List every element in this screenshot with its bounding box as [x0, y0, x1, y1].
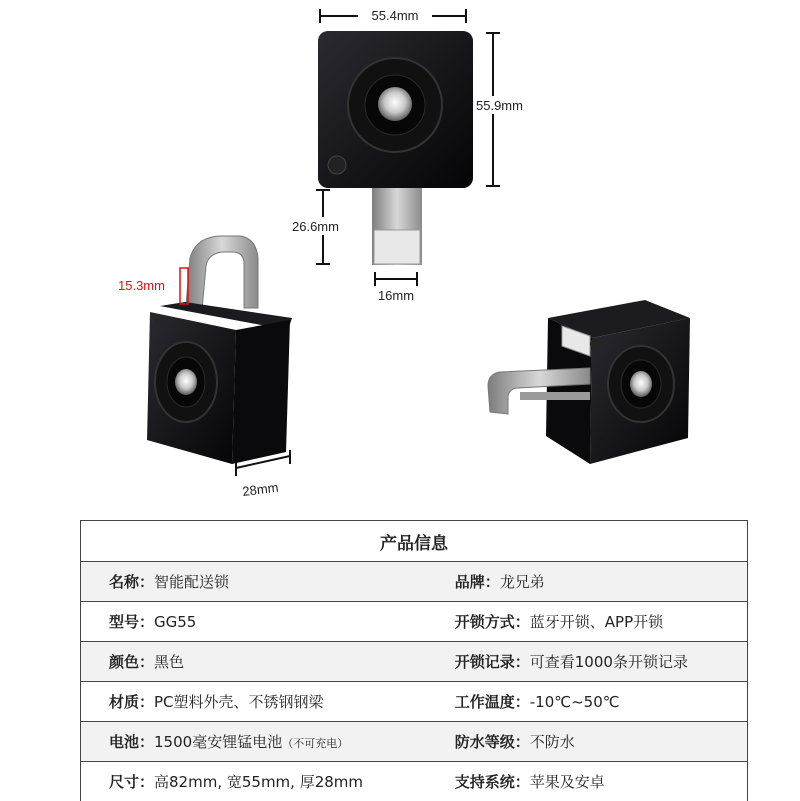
- indicator-dot: [155, 317, 165, 327]
- row-value: GG55: [154, 613, 196, 631]
- indicator-dot: [590, 338, 602, 350]
- row-key: 电池：: [109, 733, 154, 751]
- row-key: 开锁记录：: [455, 653, 530, 671]
- lock-side-face: [232, 320, 290, 464]
- beam-tip: [374, 230, 420, 264]
- product-info-table: [80, 520, 748, 801]
- dim-beam-height: [118, 268, 188, 304]
- dim-label-height: 55.9mm: [476, 98, 523, 113]
- table-row: [81, 762, 748, 801]
- row-value: 苹果及安卓: [530, 773, 605, 791]
- row-key: 型号：: [109, 613, 154, 631]
- steel-beam: [186, 236, 258, 310]
- row-key: 品牌：: [455, 573, 500, 591]
- dim-label-beam-height: 15.3mm: [118, 278, 165, 293]
- row-note: （不可充电）: [282, 737, 348, 750]
- table-row: [81, 722, 748, 762]
- lock-left-view: [147, 236, 292, 464]
- row-value: 1500毫安锂锰电池: [154, 733, 282, 751]
- dim-height-top: [476, 33, 543, 186]
- dim-label-beam-width: 16mm: [378, 288, 414, 303]
- table-title: 产品信息: [81, 521, 748, 562]
- row-value: 黑色: [154, 653, 184, 671]
- lock-right-view: [488, 300, 690, 464]
- table-row: [81, 642, 748, 682]
- table-row: [81, 682, 748, 722]
- row-value: 不防水: [530, 733, 575, 751]
- steel-rod: [520, 392, 590, 400]
- table-title-row: [81, 521, 748, 562]
- indicator-dot: [328, 156, 346, 174]
- table-row: [81, 562, 748, 602]
- row-key: 材质：: [109, 693, 154, 711]
- dim-beam-width: [375, 272, 417, 303]
- row-key: 尺寸：: [109, 773, 154, 791]
- row-value: 高82mm, 宽55mm, 厚28mm: [154, 773, 363, 791]
- dim-beam-length: [290, 190, 358, 264]
- row-value: PC塑料外壳、不锈钢钢梁: [154, 693, 324, 711]
- dim-width-top: [320, 6, 466, 24]
- row-value: 智能配送锁: [154, 573, 229, 591]
- row-value: 蓝牙开锁、APP开锁: [530, 613, 663, 631]
- row-key: 工作温度：: [455, 693, 530, 711]
- unlock-button: [378, 87, 412, 121]
- row-key: 颜色：: [109, 653, 154, 671]
- unlock-button: [630, 371, 652, 397]
- row-value: 可查看1000条开锁记录: [530, 653, 688, 671]
- dim-label-beam-length: 26.6mm: [292, 219, 339, 234]
- table-row: [81, 602, 748, 642]
- row-key: 名称：: [109, 573, 154, 591]
- unlock-button: [175, 369, 197, 395]
- dim-label-depth: 28mm: [242, 480, 280, 499]
- row-key: 防水等级：: [455, 733, 530, 751]
- row-key: 支持系统：: [455, 773, 530, 791]
- row-key: 开锁方式：: [455, 613, 530, 631]
- dim-label-width: 55.4mm: [372, 8, 419, 23]
- row-value: 龙兄弟: [500, 573, 545, 591]
- row-value: -10℃~50℃: [530, 693, 620, 711]
